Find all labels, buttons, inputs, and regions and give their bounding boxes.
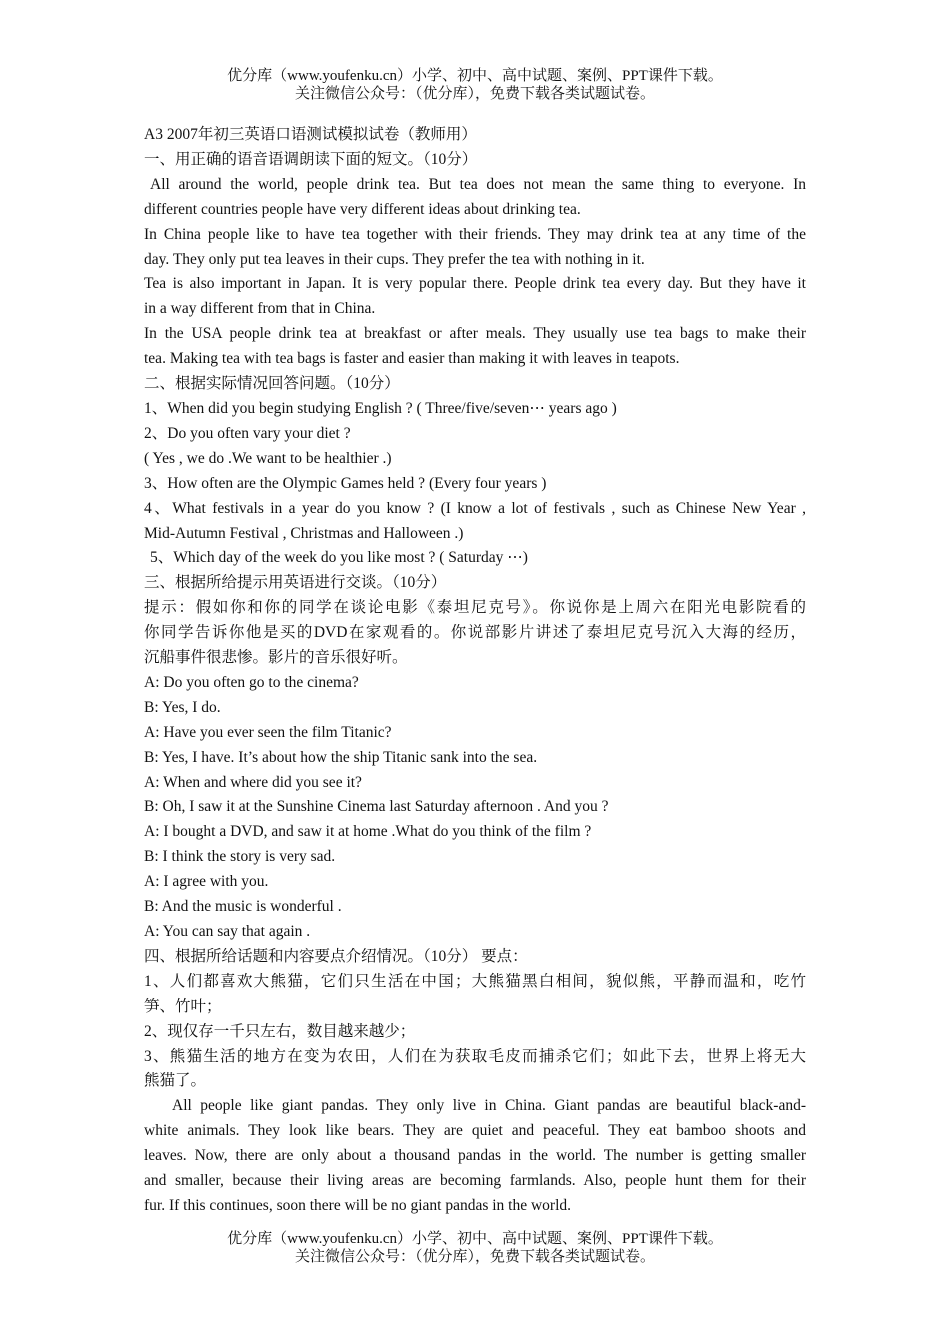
section-3-heading: 三、根据所给提示用英语进行交谈。（10分） xyxy=(144,574,447,592)
hint-line: 提示：假如你和你的同学在谈论电影《泰坦尼克号》。你说你是上周六在阳光电影院看的 xyxy=(144,599,806,617)
dialogue-line: B: I think the story is very sad. xyxy=(144,848,336,866)
section-2-heading: 二、根据实际情况回答问题。（10分） xyxy=(144,375,400,393)
dialogue-line: B: Yes, I have. It’s about how the ship Titanic sank into the sea. xyxy=(144,748,538,766)
dialogue-line: B: Yes, I do. xyxy=(144,698,221,716)
passage-line: Tea is also important in Japan. It is very popular there. People drink tea every day. But they have it xyxy=(144,275,806,293)
point-line: 笋、竹叶； xyxy=(144,997,222,1015)
point-line: 2、现仅存一千只左右，数目越来越少； xyxy=(144,1022,416,1040)
question-1: 1、When did you begin studying English ? ( Three/five/seven⋯ years ago ) xyxy=(144,399,617,417)
point-line: 3、熊猫生活的地方在变为农田，人们在为获取毛皮而捕杀它们；如此下去，世界上将无大 xyxy=(144,1047,806,1065)
dialogue-line: A: Do you often go to the cinema? xyxy=(144,673,359,691)
answer-2: ( Yes , we do .We want to be healthier .) xyxy=(144,449,392,467)
dialogue-line: A: You can say that again . xyxy=(144,923,311,940)
passage-line: different countries people have very different ideas about drinking tea. xyxy=(144,200,581,218)
hint-line: 你同学告诉你他是买的DVD在家观看的。你说部影片讲述了泰坦尼克号沉入大海的经历， xyxy=(144,624,806,642)
dialogue-line: B: Oh, I saw it at the Sunshine Cinema last Saturday afternoon . And you ? xyxy=(144,798,609,816)
document-title: A3 2007年初三英语口语测试模拟试卷（教师用） xyxy=(144,126,477,143)
footer-line-2: 关注微信公众号：（优分库），免费下载各类试题试卷。 xyxy=(294,1249,655,1265)
question-3: 3、How often are the Olympic Games held ? (Every four years ) xyxy=(144,474,547,492)
essay-line: and smaller, because their living areas are becoming farmlands. Also, people hunt them for their xyxy=(144,1172,806,1190)
question-4: 4、What festivals in a year do you know ? (I know a lot of festivals , such as Chinese New Year , xyxy=(144,499,806,517)
passage-line: in a way different from that in China. xyxy=(144,300,376,318)
question-5: 5、Which day of the week do you like most ? ( Saturday ⋯) xyxy=(150,549,528,567)
dialogue-line: A: I bought a DVD, and saw it at home .What do you think of the film ? xyxy=(144,823,592,841)
passage-line: In China people like to have tea together with their friends. They may drink tea at any time of the xyxy=(144,225,806,243)
header-line-2: 关注微信公众号：（优分库），免费下载各类试题试卷。 xyxy=(294,86,655,102)
page-header xyxy=(0,67,950,103)
dialogue-line: A: I agree with you. xyxy=(144,873,269,891)
point-line: 熊猫了。 xyxy=(144,1072,207,1090)
hint-line: 沉船事件很悲惨。影片的音乐很好听。 xyxy=(144,649,408,667)
essay-line: All people like giant pandas. They only live in China. Giant pandas are beautiful black-and- xyxy=(172,1097,806,1115)
header-line-1: 优分库（www.youfenku.cn）小学、初中、高中试题、案例、PPT课件下载。 xyxy=(227,68,723,84)
essay-line: white animals. They look like bears. They are quiet and peaceful. They eat bamboo shoots and xyxy=(144,1122,806,1140)
section-1-heading: 一、用正确的语音语调朗读下面的短文。（10分） xyxy=(144,150,478,168)
dialogue-line: B: And the music is wonderful . xyxy=(144,898,342,916)
essay-line: leaves. Now, there are only about a thousand pandas in the world. The number is getting smaller xyxy=(144,1147,806,1165)
passage-line: All around the world, people drink tea. But tea does not mean the same thing to everyone. In xyxy=(150,175,806,193)
dialogue-line: A: When and where did you see it? xyxy=(144,773,362,791)
document-body xyxy=(144,123,806,1219)
dialogue-line: A: Have you ever seen the film Titanic? xyxy=(144,723,392,741)
essay-line: fur. If this continues, soon there will be no giant pandas in the world. xyxy=(144,1196,572,1214)
question-2: 2、Do you often vary your diet ? xyxy=(144,424,351,442)
page-footer xyxy=(0,1230,950,1266)
section-4-heading: 四、根据所给话题和内容要点介绍情况。（10分） 要点： xyxy=(144,947,528,965)
footer-line-1: 优分库（www.youfenku.cn）小学、初中、高中试题、案例、PPT课件下载。 xyxy=(227,1231,723,1247)
passage-line: day. They only put tea leaves in their cups. They prefer the tea with nothing in it. xyxy=(144,250,645,268)
passage-line: In the USA people drink tea at breakfast or after meals. They usually use tea bags to make their xyxy=(144,325,806,343)
question-4-cont: Mid-Autumn Festival , Christmas and Halloween .) xyxy=(144,524,464,542)
passage-line: tea. Making tea with tea bags is faster and easier than making it with leaves in teapots. xyxy=(144,350,680,368)
point-line: 1、人们都喜欢大熊猫，它们只生活在中国；大熊猫黑白相间，貌似熊，平静而温和，吃竹 xyxy=(144,972,806,990)
